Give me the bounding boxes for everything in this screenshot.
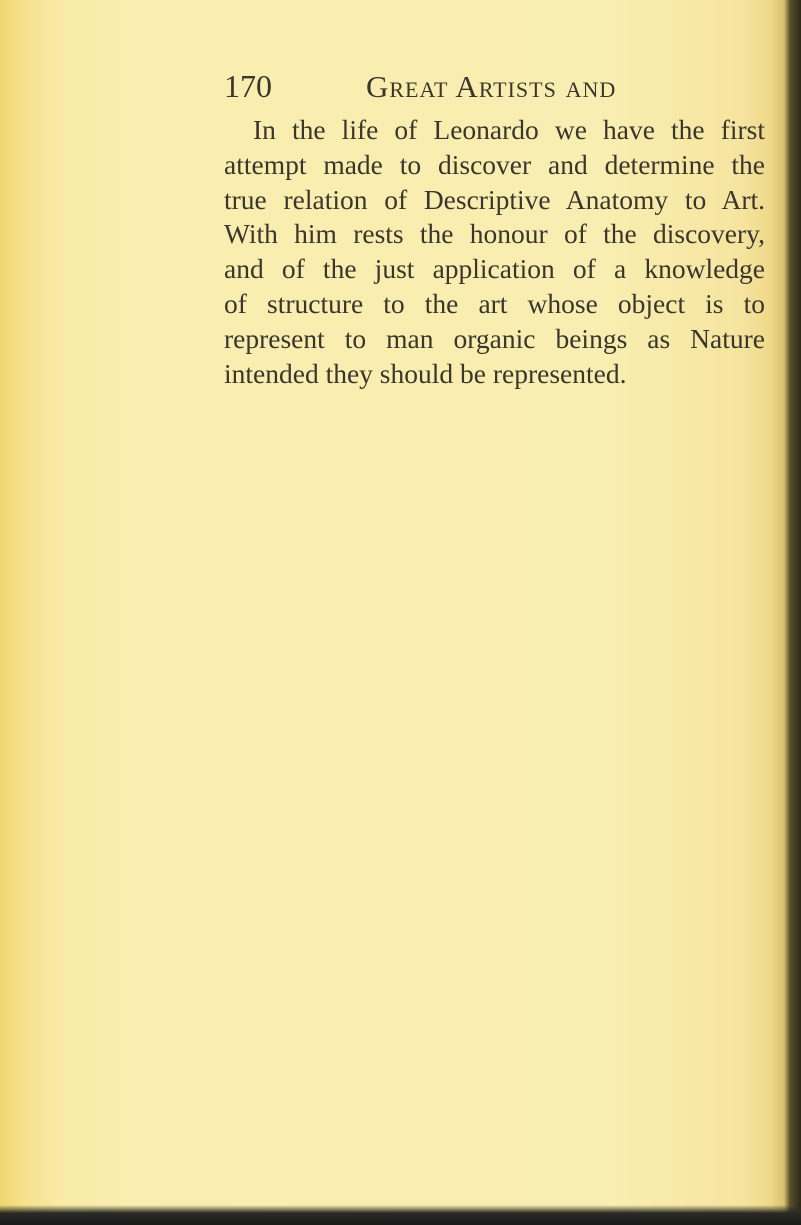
text-line: of structure to the art whose object is to [224, 287, 765, 319]
text-line: In the life of Leonardo we have the first [253, 114, 765, 145]
page-bottom-edge [0, 1205, 801, 1225]
text-line: intended they should be represented. [224, 357, 627, 389]
text-line: true relation of Descriptive Anatomy to Art. [224, 183, 765, 215]
page-number: 170 [224, 68, 272, 104]
text-line: With him rests the honour of the discovery, [224, 218, 765, 250]
text-line: represent to man organic beings as Nature [224, 322, 765, 354]
text-line: and of the just application of a knowledge [224, 253, 765, 285]
text-line: attempt made to discover and determine the [224, 148, 765, 180]
running-title: Great Artists and [366, 69, 617, 104]
page-header [224, 68, 704, 108]
paragraph [224, 113, 765, 391]
